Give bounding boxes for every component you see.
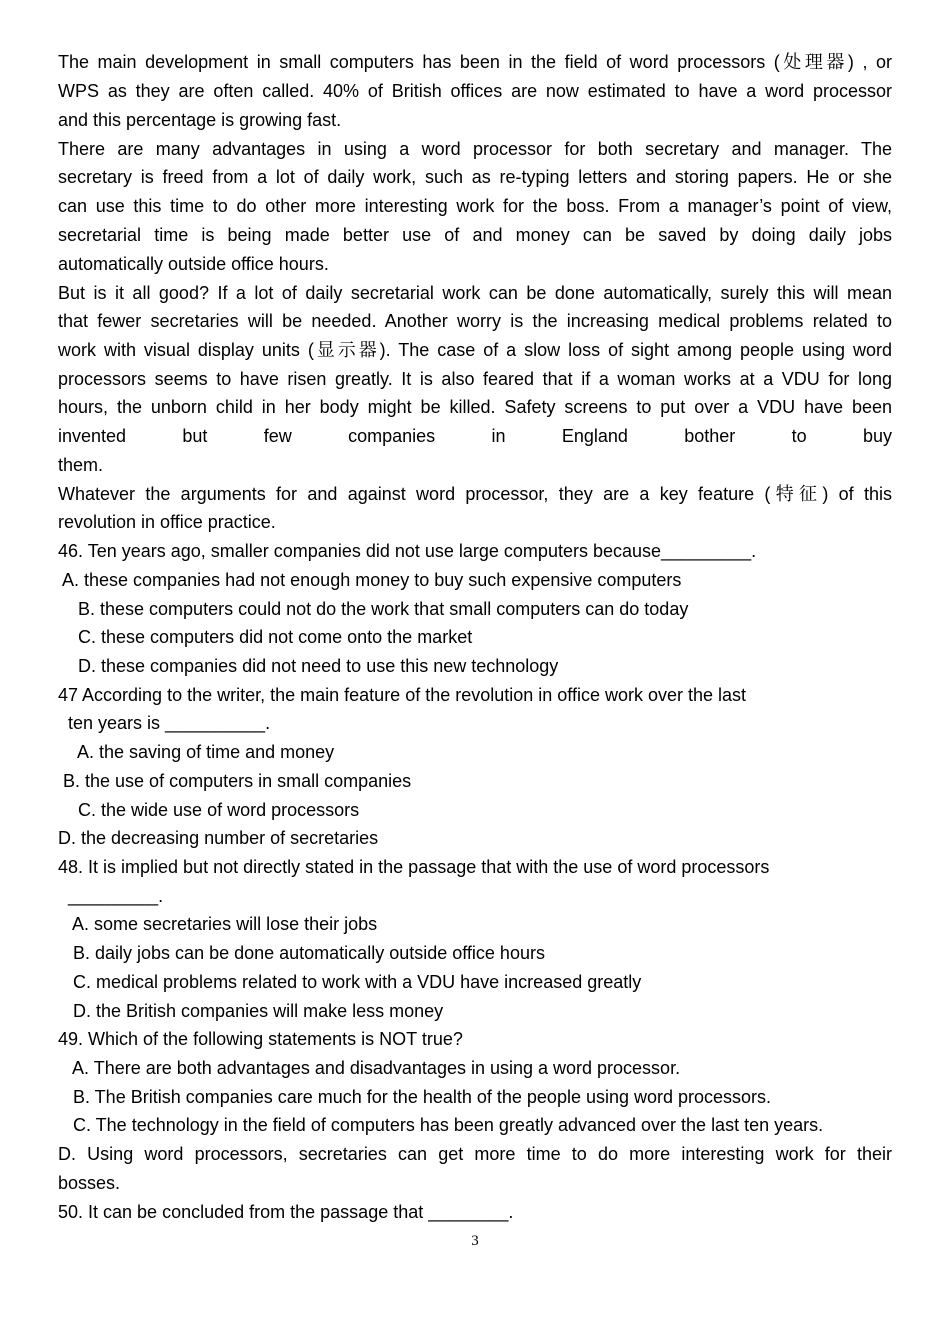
passage-line: work with visual display units (显示器). The case of a slow loss of sight among people using word xyxy=(58,340,892,360)
question-47-continued: ten years is __________. xyxy=(58,713,271,733)
question-46-option-c: C. these computers did not come onto the market xyxy=(58,627,473,647)
passage-line: processors seems to have risen greatly. It is also feared that if a woman works at a VDU for long xyxy=(58,369,892,389)
passage-line: automatically outside office hours. xyxy=(58,254,329,274)
page-number: 3 xyxy=(471,1233,479,1249)
passage-line: WPS as they are often called. 40% of British offices are now estimated to have a word processor xyxy=(58,81,892,101)
passage-line: invented but few companies in England bother to buy xyxy=(58,426,892,446)
passage-line: But is it all good? If a lot of daily secretarial work can be done automatically, surely this will mean xyxy=(58,283,892,303)
question-50: 50. It can be concluded from the passage that ________. xyxy=(58,1202,514,1222)
passage-line: Whatever the arguments for and against word processor, they are a key feature (特征) of this xyxy=(58,484,892,504)
question-49-option-c: C. The technology in the field of computers has been greatly advanced over the last ten years. xyxy=(58,1115,824,1135)
question-49-option-b: B. The British companies care much for the health of the people using word processors. xyxy=(58,1087,772,1107)
question-47: 47 According to the writer, the main feature of the revolution in office work over the last xyxy=(58,685,747,705)
question-47-option-c: C. the wide use of word processors xyxy=(58,800,360,820)
passage-line: them. xyxy=(58,455,104,475)
question-48-option-b: B. daily jobs can be done automatically outside office hours xyxy=(58,943,545,963)
passage-line: The main development in small computers has been in the field of word processors (处理器) , or xyxy=(58,52,892,72)
passage-line: secretary is freed from a lot of daily work, such as re-typing letters and storing papers. He or she xyxy=(58,167,892,187)
passage-line: secretarial time is being made better use of and money can be saved by doing daily jobs xyxy=(58,225,892,245)
passage-line: and this percentage is growing fast. xyxy=(58,110,342,130)
question-47-option-a: A. the saving of time and money xyxy=(58,742,335,762)
question-46-option-b: B. these computers could not do the work that small computers can do today xyxy=(58,599,689,619)
passage-line: hours, the unborn child in her body might be killed. Safety screens to put over a VDU have been xyxy=(58,397,892,417)
question-47-option-d: D. the decreasing number of secretaries xyxy=(58,828,379,848)
passage-line: can use this time to do other more interesting work for the boss. From a manager’s point of view, xyxy=(58,196,892,216)
passage-line: that fewer secretaries will be needed. Another worry is the increasing medical problems related to xyxy=(58,311,892,331)
question-48: 48. It is implied but not directly stated in the passage that with the use of word processors xyxy=(58,857,770,877)
question-48-option-a: A. some secretaries will lose their jobs xyxy=(58,914,378,934)
question-48-continued: _________. xyxy=(58,886,164,906)
passage-line: revolution in office practice. xyxy=(58,512,276,532)
question-49: 49. Which of the following statements is NOT true? xyxy=(58,1029,463,1049)
question-49-option-d-continued: bosses. xyxy=(58,1173,121,1193)
question-46: 46. Ten years ago, smaller companies did not use large computers because_________. xyxy=(58,541,757,561)
question-46-option-d: D. these companies did not need to use this new technology xyxy=(58,656,559,676)
question-48-option-c: C. medical problems related to work with a VDU have increased greatly xyxy=(58,972,642,992)
question-49-option-d: D. Using word processors, secretaries can get more time to do more interesting work for their xyxy=(58,1144,892,1164)
question-47-option-b: B. the use of computers in small companies xyxy=(58,771,412,791)
question-46-option-a: A. these companies had not enough money to buy such expensive computers xyxy=(58,570,682,590)
question-49-option-a: A. There are both advantages and disadvantages in using a word processor. xyxy=(58,1058,681,1078)
question-48-option-d: D. the British companies will make less money xyxy=(58,1001,444,1021)
passage-line: There are many advantages in using a word processor for both secretary and manager. The xyxy=(58,139,892,159)
